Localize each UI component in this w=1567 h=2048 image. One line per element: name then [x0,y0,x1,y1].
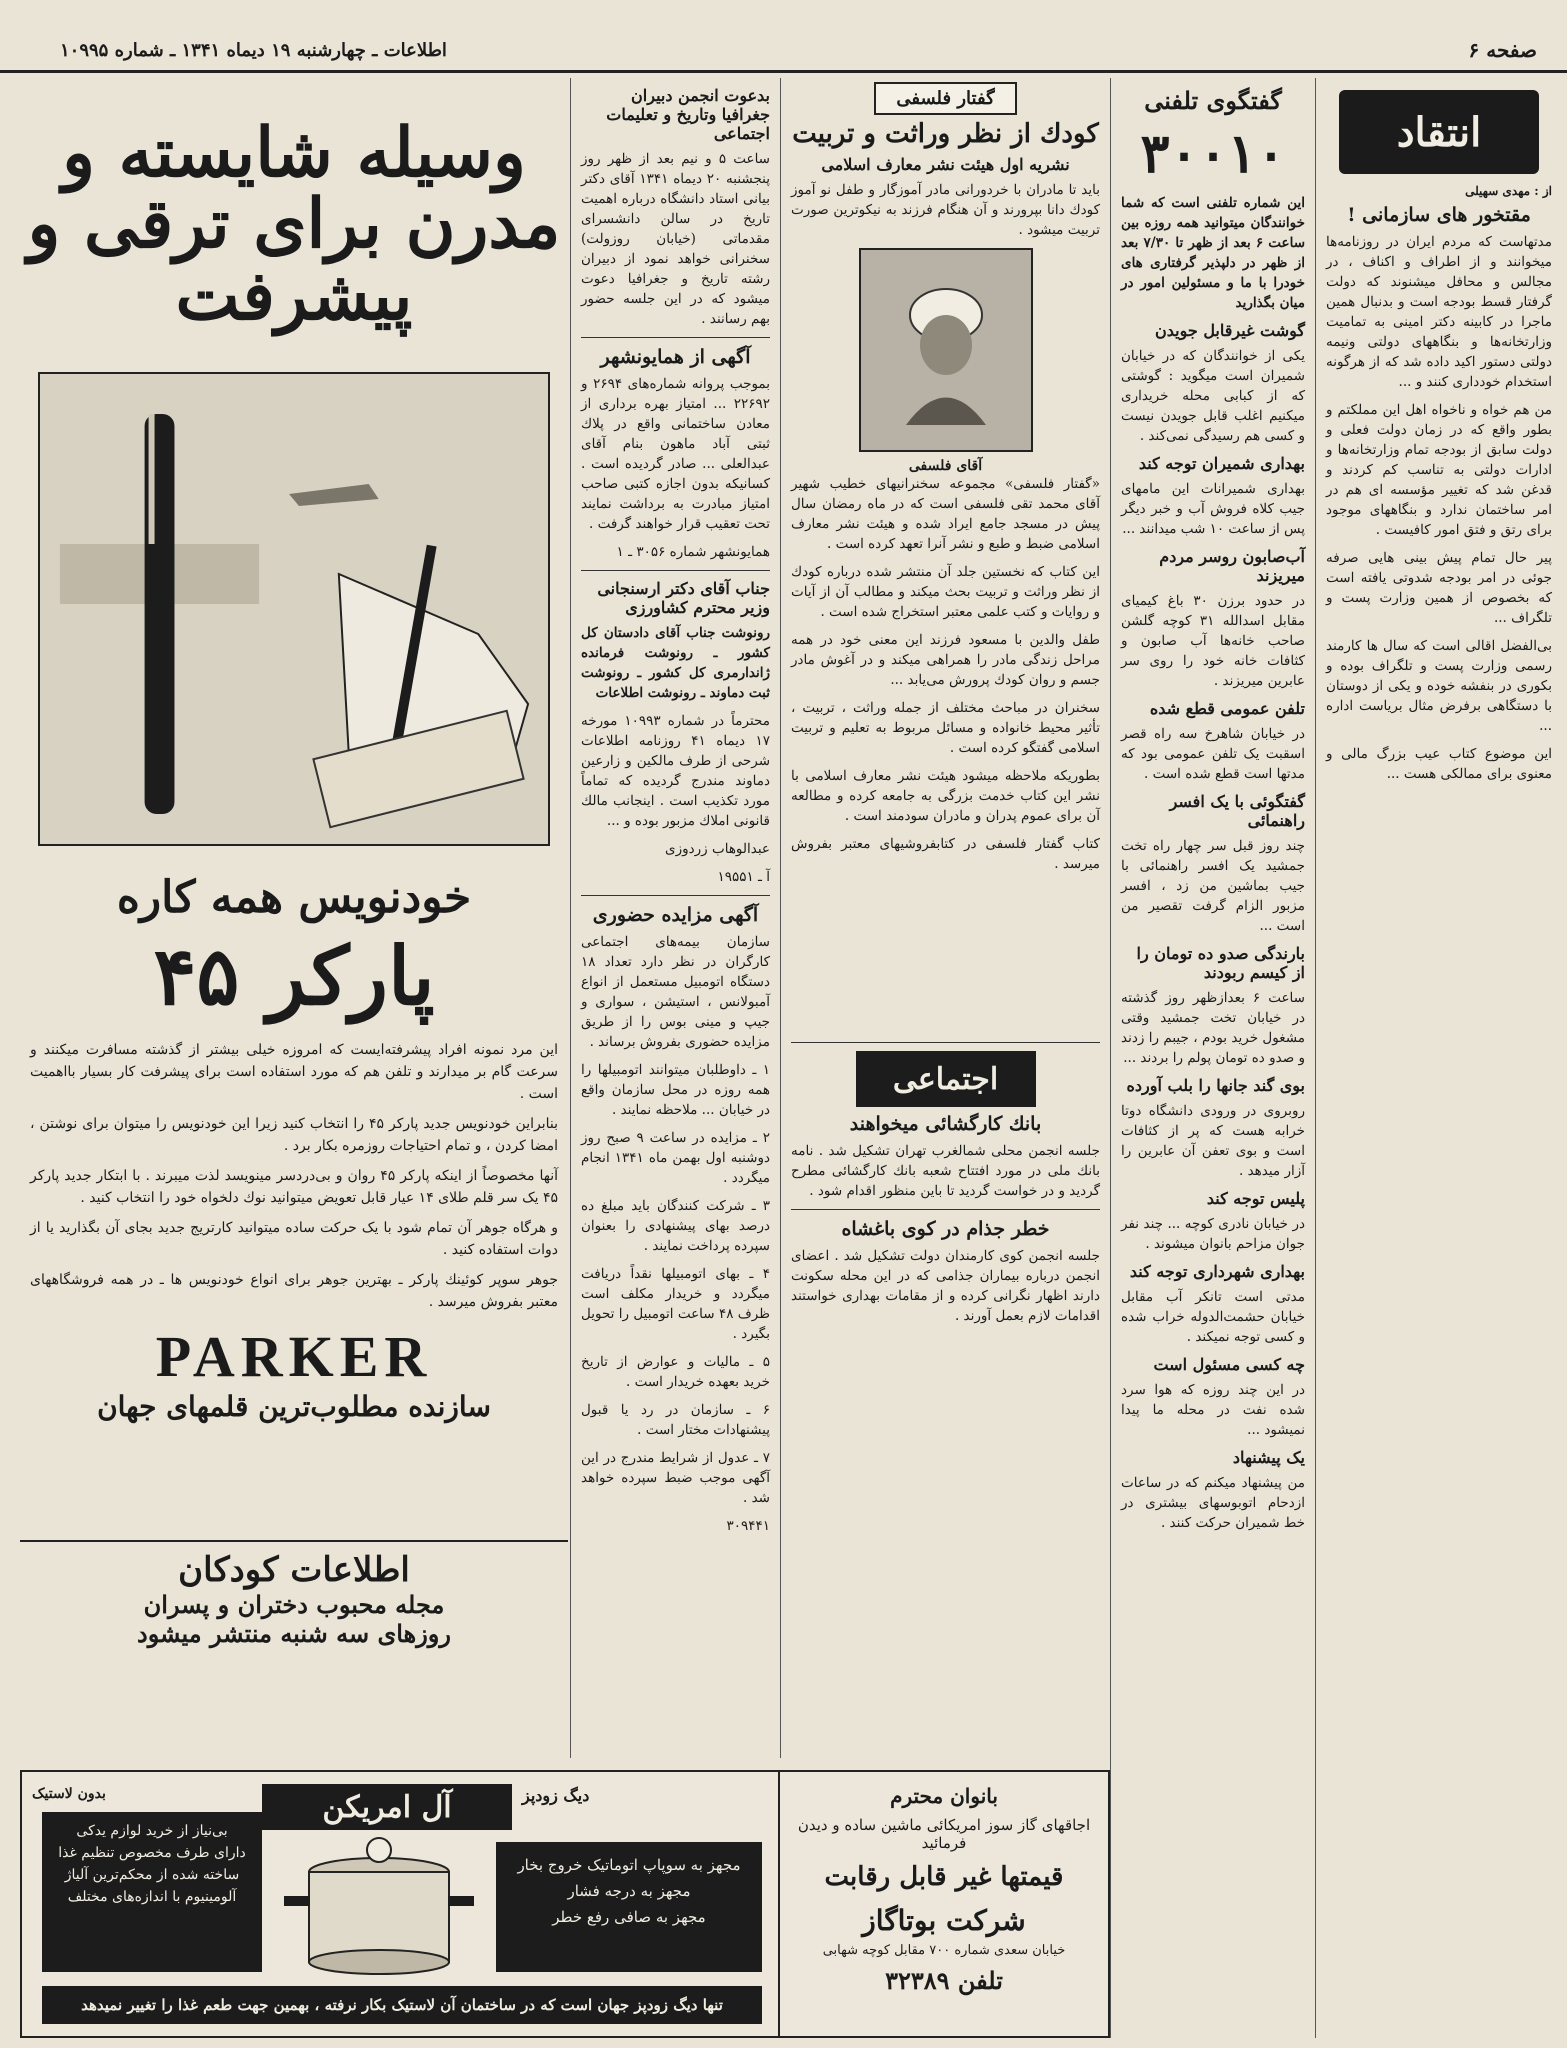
column-rule [1110,78,1111,2038]
auction-condition: ۷ ـ عدول از شرایط مندرج در این آگهی موجب ضبط سپرده خواهد شد . [581,1450,770,1506]
social-item-title: خطر جذام در کوی باغشاه [841,1218,1050,1240]
section-divider [581,570,770,571]
social-item-title: بانك کارگشائی میخواهند [849,1113,1042,1135]
parker-body-paragraph: بنابراین خودنویس جدید پارکر ۴۵ را انتخاب کنید زیرا این خودنویس را میتوان برای نوشتن ، امضا کردن ، و تمام احتیاجات روزمره بکار برد . [30,1116,559,1155]
article-paragraph: سخنران در مباحث مختلف از جمله وراثت ، تربیت ، تأثیر محیط خانواده و مسائل مربوط به تعلیم و تربیت اسلامی گفتگو کرده است . [791,700,1100,756]
american-features-left [42,1812,262,1972]
american-feature: مجهز به صافی رفع خطر [552,1908,706,1926]
auction-condition: ۶ ـ سازمان در رد یا قبول پیشنهادات مختار است . [581,1402,770,1438]
parker-logo-en: PARKER [155,1324,433,1390]
kids-magazine-ad [20,1540,568,1660]
auction-condition: ۵ ـ مالیات و عوارض از تاریخ خرید بعهده خریدار است . [581,1354,770,1390]
section-divider [581,337,770,338]
section-divider [581,895,770,896]
butagaz-line: اجاقهای گاز سوز امریکائی ماشین ساده و دیدن فرمائید [797,1816,1091,1852]
american-bottom-banner: تنها دیگ زودپز جهان است که در ساختمان آن لاستیک بکار نرفته ، بهمین جهت طعم غذا را تغییر نمیدهد [42,1986,762,2024]
phone-item-heading: تلفن عمومی قطع شده [1149,699,1305,718]
phone-item-text: مدتی است تانکر آب مقابل خیابان حشمت‌الدوله خراب شده و کسی توجه نمیکند . [1121,1289,1305,1345]
auction-condition: ۲ ـ مزایده در ساعت ۹ صبح روز دوشنبه اول بهمن ماه ۱۳۴۱ انجام میگردد . [581,1130,770,1186]
social-item-text: جلسه انجمن کوی کارمندان دولت تشکیل شد . اعضای انجمن درباره بیماران جذامی که در این محله سکونت دارند اظهار نگرانی کرده و از مقامات بهداری خواستند اقدامات لازم بعمل آورند . [791,1248,1100,1324]
notice-recipients: رونوشت جناب آقای دادستان کل کشور ـ رونوشت فرمانده ژاندارمری کل کشور ـ رونوشت ثبت دماوند ـ رونوشت اطلاعات [581,625,770,701]
butagaz-salutation: بانوان محترم [890,1784,998,1808]
parker-tagline: سازنده مطلوب‌ترین قلمهای جهان [97,1390,491,1424]
notice-title: آگهی از همایونشهر [600,346,751,368]
american-top-label: دیگ زودپز [522,1786,590,1805]
notice-text: سازمان بیمه‌های اجتماعی کارگران در نظر دارد تعداد ۱۸ دستگاه اتومبیل مستعمل از انواع آمبولانس ، استیشن ، سواری و جیپ و مینی بوس را از طریق مزایده حضوری بفروش برساند . [581,934,770,1050]
critique-paragraph: پیر حال تمام پیش بینی هایی صرفه جوئی در امر بودجه شدوتی یافته است که بخصوص از همین وزارت پست و تلگراف ... [1326,550,1552,626]
phone-item-heading: یک پیشنهاد [1232,1448,1305,1467]
pressure-cooker-icon [284,1836,474,1976]
phone-item-text: روبروی در ورودی دانشگاه دوتا خرابه هست که پر از کثافات است و بوی تعفن آن عابرین را آزار میدهد . [1121,1103,1305,1179]
column-rule [570,78,571,1758]
section-divider [791,1209,1100,1210]
photo-caption: آقای فلسفی [908,458,983,474]
butagaz-price-line: قیمتها غیر قابل رقابت [824,1862,1064,1892]
phone-item-heading: بارندگی صدو ده تومان را از کیسم ربودند [1136,944,1305,982]
article-title: کودك از نظر وراثت و تربیت [792,119,1099,149]
parker-ad [20,78,568,1518]
notice-title: آگهی مزایده حضوری [592,904,759,926]
american-feature: مجهز به سوپاپ اتوماتیک خروج بخار [517,1856,741,1874]
kids-ad-line: روزهای سه شنبه منتشر میشود [137,1619,451,1648]
phone-item-text: بهداری شمیرانات این مامهای جیب کلاه فروش آب و خبر دیگر پس از ساعت ۱۰ شب میدانند ... [1121,481,1305,537]
section-divider [791,1042,1100,1043]
parker-brand-fa: پارکر ۴۵ [153,929,435,1024]
portrait-icon [886,275,1006,425]
bottom-ads [20,1770,1110,2038]
notice-signer: عبدالوهاب زردوزی [665,841,770,857]
parker-illustration [38,372,550,846]
notice-ref: ۳۰۹۴۴۱ [726,1518,770,1534]
parker-body-paragraph: آنها مخصوصاً از اینکه پارکر ۴۵ روان و بی‌دردسر مینویسد لذت میبرند . با ابتکار جدید پارکر ۴۵ یک سر قلم طلای ۱۴ عیار قابل تعویض میتوانید نوك دلخواه خود را انتخاب کنید . [30,1168,558,1207]
phone-item-text: من پیشنهاد میکنم که در ساعات ازدحام اتوبوسهای بیشتری در خط شمیران حرکت کنند . [1121,1475,1305,1531]
issue-info: اطلاعات ـ چهارشنبه ۱۹ دیماه ۱۳۴۱ ـ شماره ۱۰۹۹۵ [60,40,447,61]
phone-item-text: چند روز قبل سر چهار راه تخت جمشید یک افسر راهنمائی با جیب بماشین من زد ، افسر مزبور الزام گرفت تقصیر من است ... [1121,838,1305,934]
american-line: دارای طرف مخصوص تنظیم غذا [58,1845,246,1861]
american-line: ساخته شده از محکم‌ترین آلیاژ آلومینیوم با اندازه‌های مختلف [64,1867,240,1905]
phone-item-text: ساعت ۶ بعدازظهر روز گذشته در خیابان تخت جمشید وقتی مشغول خرید بودم ، جیبم را زدند و صدو ده تومان پولم را بردند ... [1121,990,1305,1066]
article-subtitle: نشریه اول هیئت نشر معارف اسلامی [821,155,1070,174]
parker-body-paragraph: این مرد نمونه افراد پیشرفته‌ایست که امروزه خیلی بیشتر از گذشته مسافرت میکنند و سرعت گام بر میدارند و تلفن هم که مورد استفاده است برای پیشرفت کار بسیار بااهمیت است . [30,1042,558,1103]
phone-item-heading: آب‌صابون روسر مردم میریزند [1159,547,1305,585]
article-paragraph: «گفتار فلسفی» مجموعه سخنرانیهای خطیب شهیر آقای محمد تقی فلسفی است که در ماه رمضان سال پیش در مسجد جامع ایراد شده و هیئت نشر معارف اسلامی ضبط و طبع و نشر آنرا تعهد کرده است . [791,476,1100,552]
column-rule [780,78,781,1758]
notice-text: ساعت ۵ و نیم بعد از ظهر روز پنجشنبه ۲۰ دیماه ۱۳۴۱ آقای دکتر بیانی استاد دانشگاه درباره اهمیت تاریخ در سالن دانشسرای مقدماتی (خیابان روزولت) سخنرانی خواهد نمود از دبیران رشته تاریخ و جغرافیا دعوت میشود که در این جلسه حضور بهم رسانند . [581,151,770,327]
american-ad [22,1772,778,2036]
social-section [783,1030,1108,1750]
phone-item-text: یکی از خوانندگان که در خیابان شمیران است میگوید : گوشتی که از کبابی محله خریداری میکنیم اغلب قابل جویدن نیست و کسی هم رسیدگی نمی‌کند . [1121,348,1305,444]
page-header [0,0,1567,73]
phone-item-heading: گوشت غیرقابل جویدن [1154,321,1305,340]
pressure-cooker-image [284,1836,474,1976]
critique-byline: از : مهدی سهیلی [1465,184,1552,198]
critique-paragraph: مدتهاست که مردم ایران در روزنامه‌ها میخوانند و از اطراف و اکناف ، در مجالس و محافل میشنوند که دولت گرفتار قسط بودجه است و بدنبال همین ماجرا در کابینه دکتر امینی به تمامیت وزارتخانه‌ها و بنگاههای دولتی ونیمه دولتی دستور اکید داده شد که از هرگونه استخدام خودداری کنند و ... [1326,234,1552,390]
article-box-label: گفتار فلسفی [874,82,1016,115]
auction-condition: ۱ ـ داوطلبان میتوانند اتومبیلها را همه روزه در محل سازمان واقع در خیابان ... ملاحظه نمایند . [581,1062,770,1118]
critique-logo: انتقاد [1339,90,1539,174]
american-side-label: بدون لاستیک [32,1786,106,1802]
phone-item-heading: گفتگوئی با یک افسر راهنمائی [1169,792,1305,830]
american-line: بی‌نیاز از خرید لوازم یدکی [76,1823,228,1839]
parker-body-paragraph: و هرگاه جوهر آن تمام شود با یک حرکت ساده میتوانید کارتریج جدید بجای آن بگذارید یا از دوات استفاده کنید . [30,1220,558,1259]
social-item-text: جلسه انجمن محلی شمالغرب تهران تشکیل شد . نامه بانك ملی در مورد افتتاح شعبه بانك کارگشائی مطرح گردید و در خواست گردید تا باین منظور اقدام شود . [791,1143,1100,1199]
phone-title: گفتگوی تلفنی [1144,86,1282,115]
notice-title: جناب آقای دکتر ارسنجانی وزیر محترم کشاورزی [597,579,770,617]
kids-ad-line: مجله محبوب دختران و پسران [143,1590,445,1619]
page-number-label: صفحه ۶ [1468,38,1537,62]
article-paragraph: بايد تا مادران با خردورانی مادر آموزگار و طفل نو آموز کودك دانا بپرورند و آن هنگام فرزند به نیکوترین صورت تربیت میشود . [791,182,1100,238]
parker-headline: وسیله شایسته و مدرن برای ترقی و پیشرفت [27,113,561,336]
notice-text: بموجب پروانه شماره‌های ۲۶۹۴ و ۲۲۶۹۲ ... امتیاز بهره برداری از معادن ساختمانی واقع در پلاك ثبتی آباد ماهون بنام آقای عبدالعلی ... صادر گردیده است . کسانیکه بدون اجازه کتبی صاحب امتیاز مبادرت به برداشت نمایند تحت تعقیب قرار خواهند گرفت . [581,376,770,532]
phone-item-text: در حدود برزن ۳۰ باغ کیمیای مقابل اسدالله ۳۱ کوچه گلشن صاحب خانه‌ها آب صابون و کثافات خانه خود را روی سر عابرین میریزند . [1121,593,1305,689]
butagaz-ad [778,1772,1108,2036]
american-features-right [496,1842,762,1972]
phone-item-heading: بوی گند جانها را بلب آورده [1126,1076,1305,1095]
social-logo: اجتماعی [856,1051,1036,1107]
phone-column [1113,78,1313,2038]
notice-ref: آ ـ ۱۹۵۵۱ [717,869,770,885]
pen-illustration-icon [40,374,548,844]
phone-intro: این شماره تلفنی است که شما خوانندگان میتوانید همه روزه بین ساعت ۶ بعد از ظهر تا ۷/۳۰ بعد از ظهر در دلپذیر گرفتاری های خودرا با ما و مسئولین امور در میان بگذارید [1121,195,1306,311]
critique-column [1318,78,1560,2038]
phone-item-text: در این چند روزه که هوا سرد شده نفت در محله ما پیدا نمیشود ... [1121,1382,1305,1438]
notice-title: بدعوت انجمن دبیران جغرافیا وتاریخ و تعلیمات اجتماعی [606,86,770,143]
critique-paragraph: من هم خواه و ناخواه اهل این مملکتم و بطور واقع که در زمان دولت فعلی و دولت سابق از بودجه تمام وزارتخانه‌ها و ادارات دولتی به تناسب کم کردند و قدغن شد که تغییر مؤسسه ای هم در امر ساختمان ندارد و بنگاههای موجود برای رتق و فتق امور کافیست . [1326,402,1552,538]
portrait-photo [859,248,1033,452]
critique-paragraph: این موضوع کتاب عیب بزرگ مالی و معنوی برای ممالکی هست ... [1326,746,1552,782]
notice-footer: همایونشهر شماره ۳۰۵۶ ـ ۱ [616,544,770,560]
phone-item-text: در خیابان شاهرخ سه راه قصر اسقبت یک تلفن عمومی بود که مدتها است قطع شده است . [1121,726,1305,782]
phone-number: ۳۰۰۱۰ [1140,121,1286,185]
notices-column [573,78,778,1758]
notice-text: محترماً در شماره ۱۰۹۹۳ مورخه ۱۷ دیماه ۴۱ روزنامه اطلاعات شرحی از طرف مالکین و زارعین دماوند مندرج گردیده که تماماً مورد تکذیب است . اینجانب مالك قانونی املاك مزبور بوده و ... [581,713,770,829]
phone-item-heading: بهداری شمیران توجه کند [1138,454,1305,473]
parker-subhead: خودنویس همه کاره [116,872,472,924]
critique-title: مقتخور های سازمانی ! [1347,204,1531,226]
phone-item-heading: چه کسی مسئول است [1153,1355,1305,1374]
butagaz-address: خیابان سعدی شماره ۷۰۰ مقابل کوچه شهابی [822,1943,1066,1958]
parker-footnote: جوهر سوپر کوئینك پارکر ـ بهترین جوهر برای انواع خودنویس ها ـ در همه فروشگاههای معتبر بفروش میرسد . [30,1272,558,1311]
auction-condition: ۴ ـ بهای اتومبیلها نقداً دریافت میگردد و خریدار مکلف است ظرف ۴۸ ساعت اتومبیل را تحویل بگیرد . [581,1266,770,1342]
article-paragraph: طفل والدین با مسعود فرزند این معنی خود در همه مراحل زندگی مادر را همراهی میکند و در آغوش مادر جسم و روان کودك پرورش می‌یابد ... [791,632,1100,688]
phone-item-text: در خیابان نادری کوچه ... چند نفر جوان مزاحم بانوان میشوند . [1121,1216,1305,1252]
butagaz-company: شرکت بوتاگاز [862,1904,1026,1937]
butagaz-phone: تلفن ۳۲۳۸۹ [885,1966,1003,1995]
auction-condition: ۳ ـ شرکت کنندگان باید مبلغ ده درصد بهای پیشنهادی را بعنوان سپرده پرداخت نمایند . [581,1198,770,1254]
kids-ad-title: اطلاعات کودکان [178,1550,410,1590]
phone-item-heading: بهداری شهرداری توجه کند [1129,1262,1305,1281]
phone-item-heading: پلیس توجه کند [1206,1189,1305,1208]
american-feature: مجهز به درجه فشار [567,1882,691,1900]
article-paragraph: این کتاب که نخستین جلد آن منتشر شده درباره کودك از نظر وراثت و تربیت بحث میکند و مطالب آن از آیات و روایات و کتب علمی معتبر استخراج شده است . [791,564,1100,620]
article-paragraph: کتاب گفتار فلسفی در کتابفروشیهای معتبر بفروش میرسد . [791,836,1100,872]
american-brand: آل امریکن [262,1784,512,1830]
parker-body [20,1039,568,1313]
article-paragraph: بطوریکه ملاحظه میشود هیئت نشر معارف اسلامی با نشر این کتاب خدمت بزرگی به جامعه کرده و مطالعه آن برای عموم پدران و مادران سودمند است . [791,768,1100,824]
column-rule [1315,78,1316,2038]
critique-paragraph: بی‌الفضل اقالی است که سال ها کارمند رسمی وزارت پست و تلگراف بوده و بکوری در بنفشه خوده و یکی از دوستان با دستگاهی برفرض مثال بریاست اداره ... [1326,638,1552,734]
